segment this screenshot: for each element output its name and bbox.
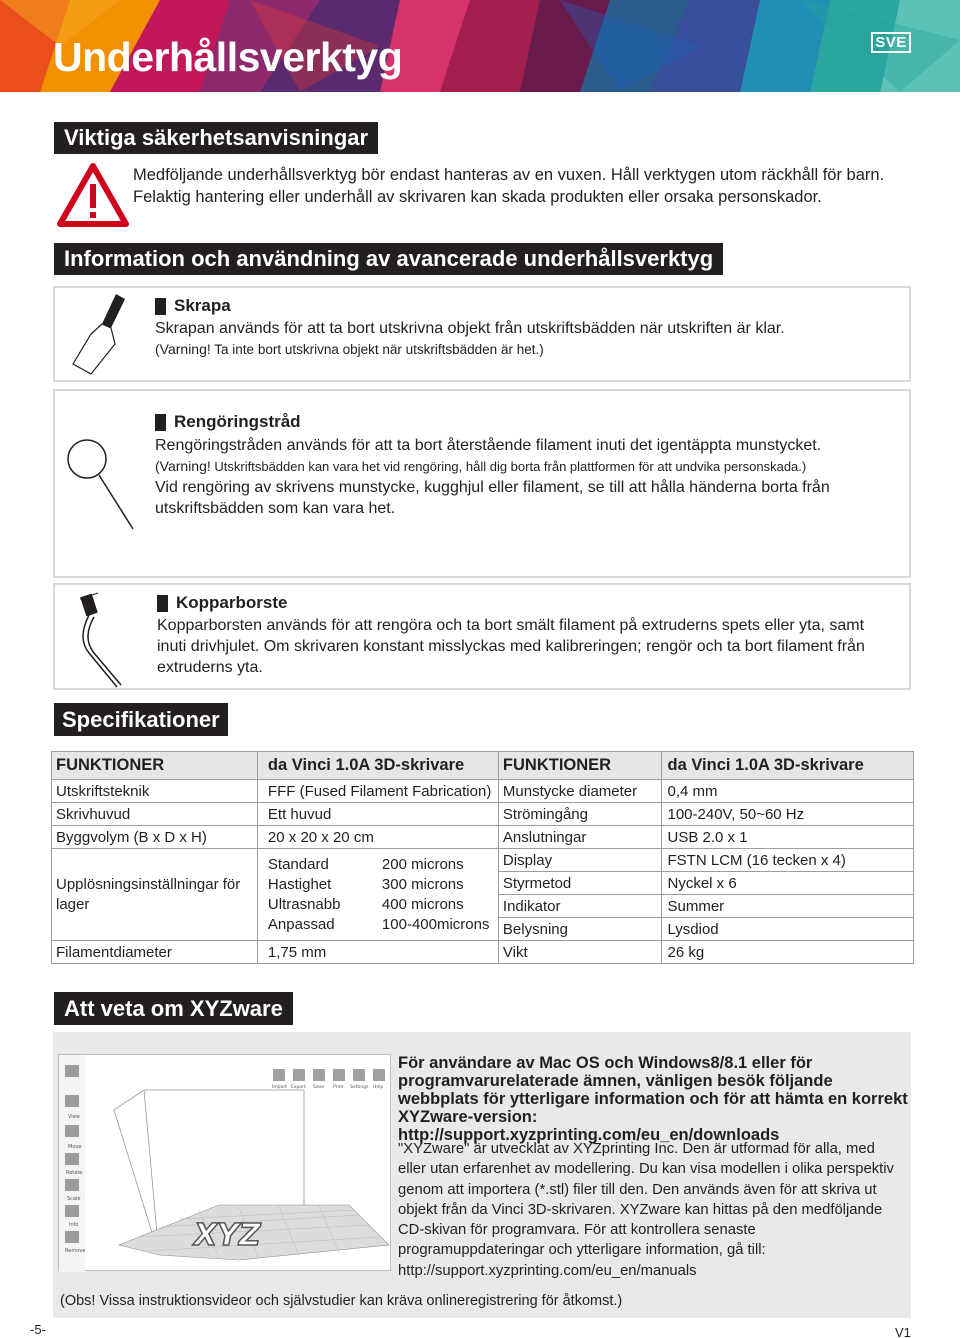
resolution-value: 200 microns — [381, 856, 464, 873]
scraper-title-row — [155, 295, 895, 317]
spec-label: Vikt — [498, 941, 661, 964]
resolution-cell — [257, 849, 498, 941]
table-row — [52, 849, 914, 872]
wire-warning — [155, 456, 900, 477]
spec-value: Ett huvud — [257, 803, 498, 826]
spec-col-head: FUNKTIONER — [498, 752, 661, 780]
xyzware-screenshot-drawing — [59, 1055, 392, 1272]
spec-label: Styrmetod — [498, 872, 661, 895]
spec-value: 0,4 mm — [661, 780, 914, 803]
xyzware-screenshot — [58, 1054, 391, 1271]
resolution-value: 300 microns — [381, 876, 464, 893]
toolbar-label: Import — [272, 1085, 287, 1090]
page-title: Underhållsverktyg — [53, 34, 403, 80]
scraper-title: Skrapa — [174, 296, 231, 315]
scraper-icon — [69, 292, 139, 381]
section-marker — [157, 595, 168, 612]
brush-desc: Kopparborsten används för att rengöra och ta bort smält filament på extruderns spets eller yta, samt inuti drivhjulet. Om skrivaren konstant misslyckas med kalibreringen; rengör och ta bort filament från extruderns yta. — [157, 617, 865, 676]
scraper-warning — [155, 339, 895, 360]
resolution-value: 400 microns — [381, 896, 464, 913]
copper-brush-icon — [75, 591, 125, 694]
spec-label: Munstycke diameter — [498, 780, 661, 803]
tools-heading: Information och användning av avancerade underhållsverktyg — [54, 243, 723, 275]
toolbar-label: Export — [291, 1085, 306, 1090]
brush-box — [53, 583, 911, 690]
wire-title: Rengöringstråd — [174, 412, 301, 431]
spec-label: Belysning — [498, 918, 661, 941]
spec-value: Lysdiod — [661, 918, 914, 941]
toolbar-label: Settings — [350, 1085, 369, 1090]
warning-triangle-icon — [57, 162, 129, 233]
scraper-desc: Skrapan används för att ta bort utskrivna objekt från utskriftsbädden när utskriften är klar. — [155, 320, 785, 337]
toolbar-label: Print — [333, 1085, 344, 1090]
resolution-mode: Standard — [267, 856, 329, 873]
table-row — [52, 803, 914, 826]
warning-text: Utskriftsbädden kan vara het vid rengöring, håll dig borta från plattformen för att undvika personskada.) — [210, 459, 807, 474]
spec-col-head: da Vinci 1.0A 3D-skrivare — [661, 752, 914, 780]
sidebar-label: Move — [68, 1144, 82, 1150]
toolbar-label: Help — [373, 1085, 384, 1090]
spec-value: FSTN LCM (16 tecken x 4) — [661, 849, 914, 872]
warning-label: (Varning! — [155, 341, 211, 357]
resolution-mode: Anpassad — [267, 916, 335, 933]
sidebar-label: View — [68, 1114, 80, 1120]
xyzware-note: (Obs! Vissa instruktionsvideor och självstudier kan kräva onlineregistrering för åtkomst.) — [60, 1293, 623, 1309]
spec-value: FFF (Fused Filament Fabrication) — [257, 780, 498, 803]
specs-heading: Specifikationer — [54, 703, 228, 736]
resolution-grid — [268, 856, 494, 933]
sidebar-label: Remove — [65, 1248, 86, 1254]
sidebar-label: Scale — [67, 1196, 81, 1202]
xyzware-info-bold: För användare av Mac OS och Windows8/8.1 eller för programvarurelaterade ämnen, vänligen besök följande webbplats för ytterligare information och för att hämta en korrekt XYZware-version: http://support.xyzprinting.com/eu_en/downloads — [398, 1054, 908, 1144]
spec-label: Upplösningsinställningar för lager — [52, 849, 258, 941]
spec-label: Strömingång — [498, 803, 661, 826]
spec-table — [51, 751, 914, 964]
spec-value: 100-240V, 50~60 Hz — [661, 803, 914, 826]
language-badge: SVE — [871, 32, 911, 53]
spec-label: Utskriftsteknik — [52, 780, 258, 803]
sidebar-label: Info — [69, 1222, 79, 1228]
brush-title: Kopparborste — [176, 593, 288, 612]
sidebar-label: Rotate — [66, 1170, 83, 1176]
table-row — [52, 826, 914, 849]
wire-title-row — [155, 411, 900, 433]
warning-label: (Varning! — [155, 458, 211, 474]
safety-text: Medföljande underhållsverktyg bör endast hanteras av en vuxen. Håll verktygen utom räckhåll för barn. Felaktig hantering eller underhåll av skrivaren kan skada produkten eller orsaka personskador. — [133, 166, 885, 206]
spec-value: 26 kg — [661, 941, 914, 964]
spec-value: Summer — [661, 895, 914, 918]
toolbar-label: Save — [313, 1085, 325, 1090]
spec-header-row — [52, 752, 914, 780]
xyzware-info-body: "XYZware" är utvecklat av XYZprinting Inc. Den är utformad för alla, med eller utan erfarenhet av modellering. Du kan visa modellen i olika perspektiv genom att importera (*.stl) filer till den. Den används även för att skriva ut objekt från da Vinci 3D-skrivaren. XYZware kan hittas på den medföljande CD-skivan för programvara. För att kontrollera senaste programuppdateringar och ytterligare information, gå till: http://support.xyzprinting.com/eu_en/manuals — [398, 1141, 894, 1279]
page-number: -5- — [30, 1322, 46, 1337]
safety-heading: Viktiga säkerhetsanvisningar — [54, 122, 378, 154]
spec-label: Indikator — [498, 895, 661, 918]
wire-extra: Vid rengöring av skrivens munstycke, kugghjul eller filament, se till att hålla händerna borta från utskriftsbädden som kan vara het. — [155, 479, 830, 517]
spec-col-head: da Vinci 1.0A 3D-skrivare — [257, 752, 498, 780]
scraper-box — [53, 286, 911, 382]
spec-value: USB 2.0 x 1 — [661, 826, 914, 849]
table-row — [52, 941, 914, 964]
table-row — [52, 780, 914, 803]
model-text: XYZ — [194, 1218, 261, 1253]
section-marker — [155, 414, 166, 431]
warning-text: Ta inte bort utskrivna objekt när utskriftsbädden är het.) — [210, 342, 544, 357]
wire-desc: Rengöringstråden används för att ta bort återstående filament inuti det igentäppta munstycket. — [155, 437, 822, 454]
version-label: V1 — [895, 1325, 911, 1338]
resolution-value: 100-400microns — [381, 916, 490, 933]
spec-label: Skrivhuvud — [52, 803, 258, 826]
brush-title-row — [157, 592, 892, 614]
resolution-mode: Ultrasnabb — [267, 896, 341, 913]
spec-value: Nyckel x 6 — [661, 872, 914, 895]
header-banner — [0, 0, 960, 92]
resolution-mode: Hastighet — [267, 876, 332, 893]
section-marker — [155, 298, 166, 315]
spec-label: Display — [498, 849, 661, 872]
spec-label: Filamentdiameter — [52, 941, 258, 964]
spec-value: 20 x 20 x 20 cm — [257, 826, 498, 849]
xyzware-heading: Att veta om XYZware — [54, 992, 293, 1025]
spec-value: 1,75 mm — [257, 941, 498, 964]
spec-col-head: FUNKTIONER — [52, 752, 258, 780]
spec-label: Byggvolym (B x D x H) — [52, 826, 258, 849]
wire-box — [53, 389, 911, 578]
cleaning-wire-icon — [63, 437, 143, 542]
spec-label: Anslutningar — [498, 826, 661, 849]
